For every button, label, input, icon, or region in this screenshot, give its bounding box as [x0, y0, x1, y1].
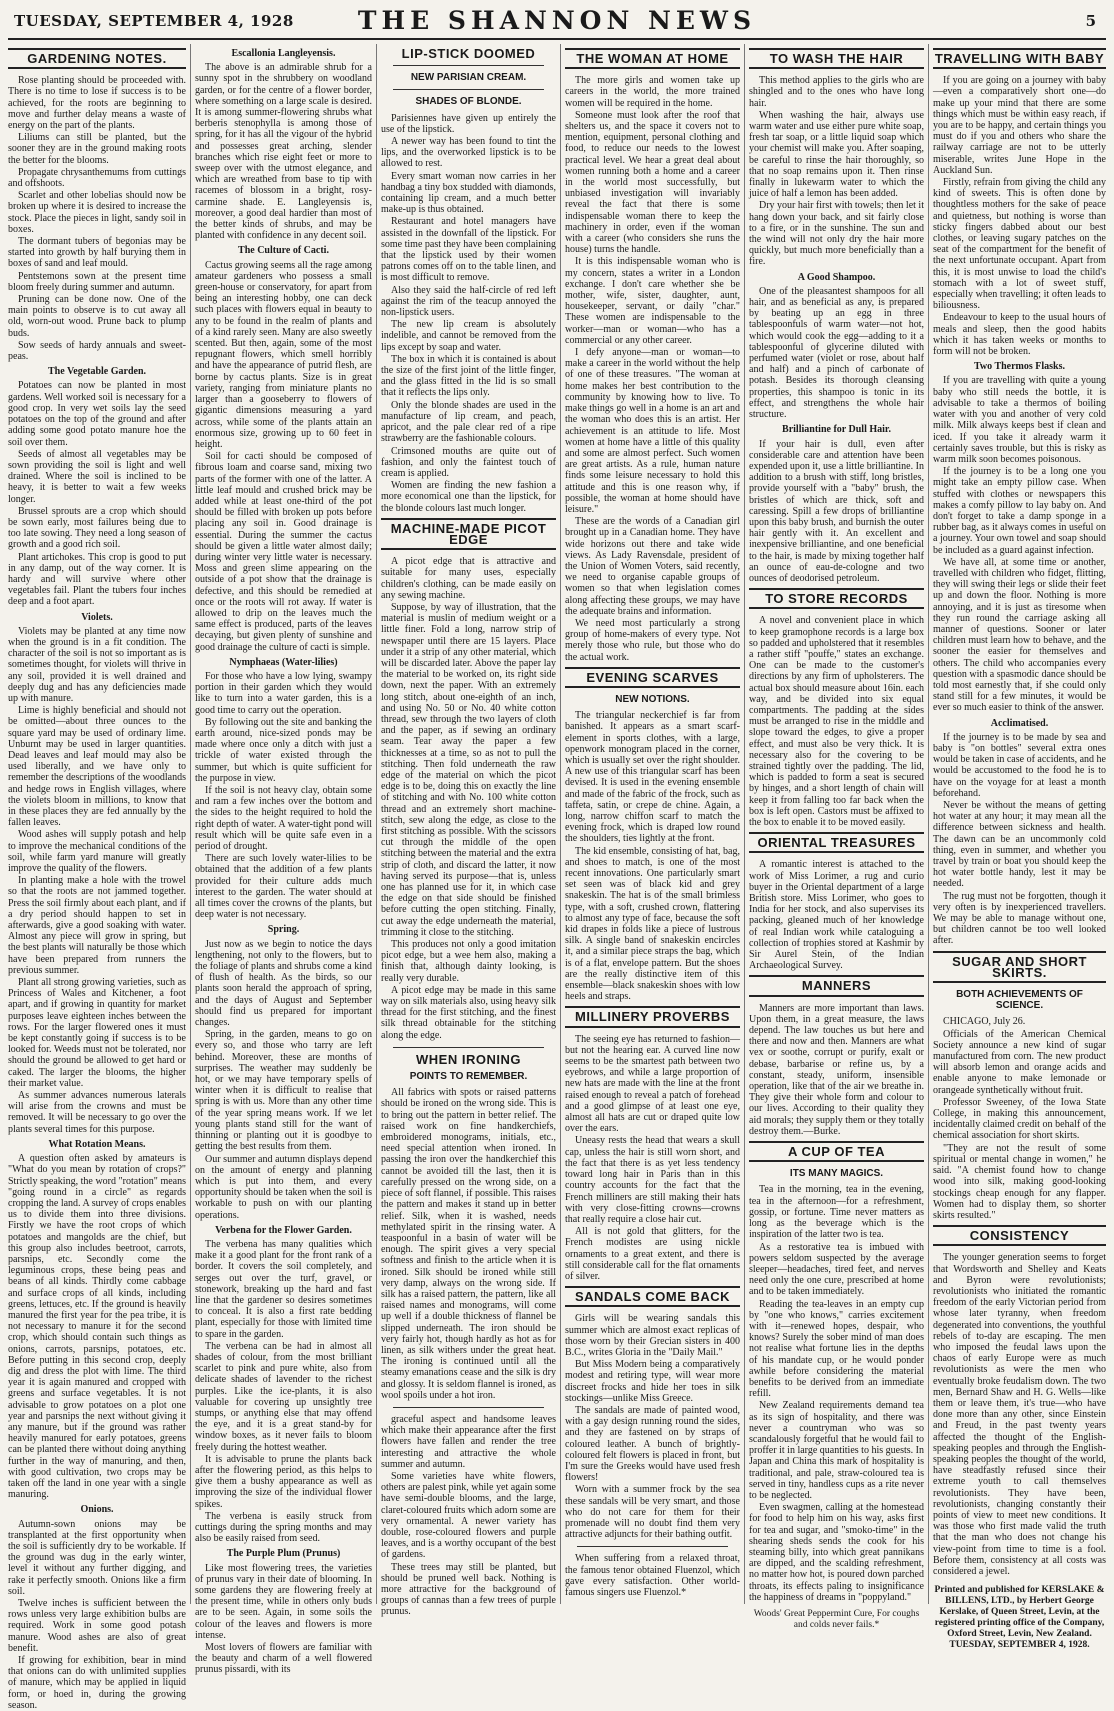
- subhead-vegetable-garden: The Vegetable Garden.: [47, 366, 147, 378]
- paragraph: Propagate chrysanthemums from cuttings and offshoots.: [8, 166, 186, 190]
- article-title-records: TO STORE RECORDS: [749, 588, 924, 609]
- article-title-manners: MANNERS: [749, 975, 924, 996]
- paragraph: The rug must not be forgotten, though it very often is by inexperienced travellers. We may be able to manage without one, but children cannot be too well looked after.: [933, 890, 1106, 947]
- paragraph: Worn with a summer frock by the sea these sandals will be very smart, and those who do not care for them for their promenade will no doubt find them very attractive adjuncts for their bathing outfit.: [565, 1484, 740, 1541]
- subhead-acclimatised: Acclimatised.: [990, 717, 1049, 729]
- paragraph: Just now as we begin to notice the days lengthening, not only to the flowers, but to the foliage of plants and shrubs come a kind of flush of health. As the birds, so our plants soon herald the approach of spring, and the days of August and September should find us prepared for important changes.: [195, 938, 372, 1029]
- paragraph: As summer advances numerous laterals will arise from the crowns and must be removed. It will be necessary to go over the plants several times for this purpose.: [8, 1090, 186, 1135]
- masthead: [8, 4, 1106, 40]
- divider: [393, 89, 544, 90]
- paragraph: If the journey is to be made by sea and baby is "on bottles" several extra ones would be taken in case of accidents, and he would be accustomed to the food he is to have on the voyage for at least a month beforehand.: [933, 731, 1106, 799]
- subhead-shampoo: A Good Shampoo.: [797, 271, 876, 283]
- paragraph: Autumn-sown onions may be transplanted at the first opportunity when the soil is sufficiently dry to be workable. If the ground was dug in the early winter, level it without any further digging, and rake it perfectly smooth. Onions like a firm soil.: [8, 1518, 186, 1597]
- paragraph: Also they said the half-circle of red left against the rim of the teacup annoyed the non-lipstick users.: [381, 284, 556, 319]
- paragraph: A novel and convenient place in which to keep gramophone records is a large box so padded and upholstered that it resembles a rather stiff "pouffe," states an exchange. One can be made to the customer's directions by any firm of upholsterers. The actual box should measure about 16in. each way, and be divided into six equal compartments. The padding at the sides must be arranged to rise in the middle and slope toward the edges, to give a proper effect, and must also be very thick. It is necessary also for the covering to be strained tightly over the padding. The lid, which is padded to form a seat is secured by hinges, and a short length of chain will keep it from falling too far back when the box is left open. Castors must be affixed to the box to enable it to be moved easily.: [749, 615, 924, 828]
- paragraph: The sandals are made of painted wood, with a gay design running round the sides, and they are fastened on by straps of coloured leather. A bunch of brightly-coloured felt flowers is placed in front, but I'm sure the Greeks would have used fresh flowers!: [565, 1404, 740, 1484]
- paragraph: Manners are more important than laws. Upon them, in a great measure, the laws depend. The law touches us but here and there and now and then. Manners are what vex or soothe, corrupt or purify, exalt or debase, barbarise or refine us, by a constant, steady, uniform, insensible operation, like that of the air we breathe in. They give their whole form and colour to our lives. According to their quality they aid morals; they supply them or they totally destroy them.—Burke.: [749, 1002, 924, 1137]
- paragraph: Potatoes can now be planted in most gardens. Well worked soil is necessary for a good crop. In very wet soils lay the seed potatoes on the top of the ground and after adding some good potato manure hoe the soil over them.: [8, 380, 186, 448]
- subhead-purple-plum: The Purple Plum (Prunus): [226, 1548, 341, 1560]
- page-number: 5: [1085, 12, 1096, 30]
- subhead-violets: Violets.: [81, 611, 113, 623]
- paragraph: The seeing eye has returned to fashion—but not the hearing ear. A curved line now seems to be the smartest path between two eyebrows, and while a large proportion of new hats are made with the line at the front raised enough to reveal a patch of forehead and a good glimpse of at least one eye, almost all hats are cut or draped quite low over the ears.: [565, 1033, 740, 1135]
- paragraph: The younger generation seems to forget that Wordsworth and Shelley and Keats and Byron were revolutionists; revolutionists who initiated the romantic freedom of the early Victorian period from whose later tyranny, when freedom degenerated into conventions, the youthful rebels of to-day are escaping. The men who imposed the feudal laws upon the chaos of early Europe were as much revolutionists as were the men who eventually broke feudalism down. The two men, Bernard Shaw and H. G. Wells—like them or leave them, it's true—who have done more than any other, since Einstein and Freud, in the past twenty years affected the thought of the English-speaking peoples and through the English-speaking peoples the thought of the world, have steadfastly refused since their extreme youth to call themselves revolutionists. They have been, revolutionists, changing constantly their points of view to meet new conditions. It was those who first made valid the truth that the man who does not change his view-point from time to time is a fool. Before them, consistency at all costs was considered a jewel.: [933, 1252, 1106, 1577]
- divider: [393, 65, 544, 66]
- article-title-picot: MACHINE-MADE PICOT EDGE: [381, 518, 556, 550]
- article-title-oriental: ORIENTAL TREASURES: [749, 832, 924, 853]
- dateline: CHICAGO, July 26.: [943, 1016, 1026, 1028]
- paragraph: This produces not only a good imitation picot edge, but a wee hem also, making a finish that, although dainty looking, is really very durable.: [381, 939, 556, 984]
- paragraph: If you are travelling with quite a young baby who still needs the bottle, it is advisable to take a thermos of boiling water with you and another of very cold milk. Milk always keeps best if clean and iced. If you take it already warm it certainly saves trouble, but this is risky as warm milk soon becomes poisonous.: [933, 375, 1106, 465]
- subtitle-points: POINTS TO REMEMBER.: [409, 1071, 528, 1083]
- column-travelling: [928, 44, 1110, 1651]
- subtitle-magics: ITS MANY MAGICS.: [789, 1168, 884, 1180]
- paragraph: Tea in the morning, tea in the evening, tea in the afternoon—for a refreshment, gossip, or fortune. Time never matters as long as the beverage which is the inspiration of the latter two is tea.: [749, 1184, 924, 1241]
- paragraph: A question often asked by amateurs is "What do you mean by rotation of crops?" Strictly speaking, the word "rotation" means "going round in a circle" as regards cropping the land. A survey of crops enables us to divide them into three divisions. Firstly we have the root crops of which potatoes and mangolds are the chief, but this group also includes beetroot, carrots, parsnips, etc. Secondly come the leguminous crops, these being peas and beans of all kinds. Thirdly come cabbage and surface crops of all kinds, including greens, lettuces, etc. If the ground is heavily manured the first year for the pea tribe, it is not necessary to manure it for the second crop, which should contain such things as onions, carrots, parsnips, potatoes, etc. Before putting in this second crop, deeply dig and dress the plot with lime. The third year it is again manured and cropped with greens and surface vegetables. It is not advisable to grow potatoes on a plot one year and parsnips the next without giving it any manure, but if the ground was rather heavily manured for early potatoes, greens can be planted there without doing anything further in the way of manuring, and then, with good cultivation, two crops may be taken off the land in one year with a single manuring.: [8, 1153, 186, 1501]
- paragraph: One of the pleasantest shampoos for all hair, and as beneficial as any, is prepared by beating up an egg in three tablespoonfuls of warm water—not hot, which would cook the egg—adding to it a tablespoonful of glycerine diluted with perfumed water (violet or rose, about half and half) and a pinch of carbonate of potash. Besides its thorough cleansing properties, this shampoo is tonic in its effect, and strengthens the whole hair structure.: [749, 285, 924, 421]
- paragraph: If the journey is to be a long one you might take an empty pillow case. When stuffed with clothes or newspapers this makes a comfy pillow to lay baby on. And don't forget to take a damp sponge in a rubber bag, as it always comes in useful on a journey. Your own towel and soap should be included as a guard against infection.: [933, 466, 1106, 556]
- paragraph: We need most particularly a strong group of home-makers of every type. Not merely those who rule, but those who do the actual work.: [565, 617, 740, 663]
- paragraph: A picot edge that is attractive and suitable for many uses, especially children's clothing, can be made easily on any sewing machine.: [381, 556, 556, 601]
- paragraph: The verbena can be had in almost all shades of colour, from the most brilliant scarlet to pink and pure white, also from delicate shades of lavender to the richest purples. Like the ice-plants, it is also valuable for covering up unsightly tree stumps, or anything else that may offend the eye, and it is a great stand-by for window boxes, as it never fails to bloom freely during the hottest weather.: [195, 1340, 372, 1453]
- paragraph: Dry your hair first with towels; then let it hang down your back, and sit fairly close to a fire, or in the sunshine. The sun and the wind will not only dry the hair more quickly, but much more beneficially than a fire.: [749, 200, 924, 268]
- article-title-lipstick: LIP-STICK DOOMED: [401, 46, 536, 61]
- paragraph: A picot edge may be made in this same way on silk materials also, using heavy silk thread for the first stitching, and the finest silk thread obtainable for the stitching along the edge.: [381, 984, 556, 1041]
- paragraph: These trees may still be planted, but should be pruned well back. Nothing is more attractive for the background of groups of cannas than a few trees of purple prunus.: [381, 1561, 556, 1618]
- subhead-thermos: Two Thermos Flasks.: [973, 361, 1066, 373]
- paragraph: Crimsoned mouths are quite out of fashion, and only the faintest touch of cream is applied.: [381, 445, 556, 479]
- paragraph: If you are going on a journey with baby—even a comparatively short one—do make up your mind that there are some things which must be within easy reach, if you are to be happy, and certain things you must do if you and others who share the railway carriage are not to be utterly miserable, writes June Hope in the Auckland Sun.: [933, 75, 1106, 176]
- paragraph: Brussel sprouts are a crop which should be sown early, most failures being due to too late sowing. They need a long season of growth and a good rich soil.: [8, 505, 186, 551]
- paragraph: Women are finding the new fashion a more economical one than the lipstick, for the blonde colours last much longer.: [381, 480, 556, 514]
- paragraph: These are the words of a Canadian girl brought up in a Canadian home. They have wide horizons out there and take wide views. As Lady Ravensdale, president of the Union of Women Voters, said recently, we need to organise capable groups of women so that when legislation comes along affecting these groups, we may have the adequate brains and information.: [565, 516, 740, 617]
- subhead-cacti: The Culture of Cacti.: [238, 245, 329, 257]
- article-title-consistency: CONSISTENCY: [933, 1225, 1106, 1246]
- paragraph: Cactus growing seems all the rage among amateur gardeners who possess a small green-house or conservatory, for apart from being an interesting hobby, one can deck such places with flowers equal in beauty to any to be found in the realm of plants and of a kind rarely seen. Many are also sweetly scented. But then, again, some of the most repugnant flowers, which smell horribly and have the appearance of putrid flesh, are borne by cactus plants. Size is in great variety, ranging from miniature plants no larger than a gooseberry to flowers of gigantic dimensions measuring a yard across, while some of the plants attain an enormous size, growing up to 60 feet in height.: [195, 259, 372, 450]
- article-title-wash-hair: TO WASH THE HAIR: [749, 48, 924, 69]
- paragraph: New Zealand requirements demand tea as its sign of hospitality, and there was never a countryman who was so scandalously forgetful that he would fail to proffer it in large quantities to his guests. In Japan and China this mark of hospitality is traditional, and pale, straw-coloured tea is served in tiny, handless cups as a rite never to be neglected.: [749, 1400, 924, 1501]
- column-woman-at-home: [560, 44, 744, 1604]
- peppermint-cure-advert: Woods' Great Peppermint Cure, For coughs and colds never fails.*: [753, 1609, 920, 1630]
- fluenzol-advert: When suffering from a relaxed throat, the famous tenor obtained Fluenzol, which gave every satisfaction. Other world-famous singers use Fluenzol.*: [565, 1553, 740, 1598]
- paragraph: The above is an admirable shrub for a sunny spot in the shrubbery on woodland garden, or for the centre of a flower border, where something on a large scale is desired. It is among summer-flowering shrubs what berberis stenophylla is among those of spring, for it has all the vigour of the hybrid and possesses great arching, slender branches which rise eight feet or more to sweep over with the utmost elegance, and which are wreathed from base to tip with racemes of blossom in a bright, rosy-carmine shade. E. Langleyensis is, moreover, a good deal hardier than most of the better kinds of shrubs, and may be planted with confidence in any decent soil.: [195, 62, 372, 242]
- paragraph: Firstly, refrain from giving the child any kind of sweets. This is often done by thoughtless mothers for the sake of peace and quietness, but nothing is worse than sticky fingers dabbed about our best clothes, or leaving sugary patches on the seat of the compartment for the benefit of the next unfortunate occupant. Apart from this, it is most unwise to load the child's stomach with a lot of sweet stuff, especially when travelling; it often leads to biliousness.: [933, 177, 1106, 312]
- paragraph: Lime is highly beneficial and should not be omitted—about three ounces to the square yard may be used of ordinary lime. Unburnt may be used in larger quantities. Dead leaves and leaf mould may also be used liberally, and we have only to remember the descriptions of the woodlands and hedge rows in English villages, where the violets bloom in millions, to know that in these places they are fed annually by the fallen leaves.: [8, 705, 186, 829]
- article-title-tea: A CUP OF TEA: [749, 1141, 924, 1162]
- paragraph: The kid ensemble, consisting of hat, bag, and shoes to match, is one of the most recent innovations. One particularly smart set seen was of black kid and grey snakeskin. The hat is of the small brimless type, with a soft, crushed crown, flattering to almost any type of face, because the soft kid drapes in folds like a piece of lustrous silk. A single band of snakeskin encircles it, and a similar piece straps the bag, which is of a flat, envelope pattern. But the shoes are the really distinctive item of this ensemble—black snakeskin shoes with low heels and straps.: [565, 845, 740, 1003]
- paragraph: Plant artichokes. This crop is good to put in any damp, out of the way corner. It is hardy and will survive where other vegetables fail. Plant the tubers four inches deep and a foot apart.: [8, 551, 186, 608]
- divider: [577, 1546, 728, 1547]
- subhead-onions: Onions.: [80, 1504, 114, 1516]
- paragraph: Restaurant and hotel managers have assisted in the downfall of the lipstick. For some time past they have been complaining that the lipstick used by their women patrons comes off on to the table linen, and is most difficult to remove.: [381, 216, 556, 284]
- subtitle-new-notions: NEW NOTIONS.: [615, 693, 690, 705]
- paragraph: A romantic interest is attached to the work of Miss Lorimer, a rug and curio buyer in the Oriental department of a large British store. Miss Lorimer, who goes to India for her stock, and also supervises its packing, gleaned much of her knowledge of real Indian work while cataloguing a collection of trophies stored at Kashmir by Sir Aurel Stein, of the Indian Archaeological Survey.: [749, 859, 924, 972]
- paragraph: By following out the site and banking the earth around, nice-sized ponds may be made where once only a ditch with just a trickle of water existed through the summer, but which is quite sufficient for the purpose in view.: [195, 716, 372, 784]
- gardening-intro: [8, 75, 186, 362]
- paragraph: When washing the hair, always use warm water and use either pure white soap, fresh tar soap, or a little liquid soap which your chemist will make you. After soaping, be careful to rinse the hair thoroughly, so that no soap remains upon it. Then rinse finally in lukewarm water to which the juice of half a lemon has been added.: [749, 109, 924, 200]
- paragraph: Officials of the American Chemical Society announce a new kind of sugar manufactured from corn. The new product will absorb lemon and orange acids and enable anyone to make lemonade or orangeade synthetically without fruit.: [933, 1028, 1106, 1096]
- article-title-travelling: TRAVELLING WITH BABY: [933, 48, 1106, 69]
- paragraph: Endeavour to keep to the usual hours of meals and sleep, then the good habits which it has taken weeks or months to form will not be broken.: [933, 312, 1106, 358]
- subtitle-parisian-cream: NEW PARISIAN CREAM.: [410, 72, 527, 84]
- paragraph: We have all, at some time or another, travelled with children who fidget, flitting, they will swing their legs or slide their feet up and down the floor. Nothing is more annoying, and it is just as tiresome when they run round the carriage asking all manner of questions. Sooner or later children must learn how to behave, and the sooner the easier for themselves and others. The child who accompanies every question with a spasmodic dance should be told most earnestly that, if she could only stand still for a few minutes, it would be ever so much easier to think of the answer.: [933, 556, 1106, 714]
- article-title-ironing: WHEN IRONING: [416, 1051, 521, 1067]
- paragraph: Scarlet and other lobelias should now be broken up where it is desired to increase the stock. Place the pieces in light, sandy soil in boxes.: [8, 190, 186, 235]
- article-title-sugar-skirts: SUGAR AND SHORT SKIRTS.: [933, 951, 1106, 983]
- paragraph: Seeds of almost all vegetables may be sown providing the soil is light and well drained. Where the soil is inclined to be heavy, it is better to wait a few weeks longer.: [8, 448, 186, 505]
- paragraph: Sow seeds of hardy annuals and sweet-peas.: [8, 339, 186, 363]
- paragraph: Twelve inches is sufficient between the rows unless very large exhibition bulbs are required. Work in some good potash manure. Wood ashes are also of great benefit.: [8, 1598, 186, 1654]
- paragraph: If your hair is dull, even after considerable care and attention have been expended upon it, use a little brilliantine. In addition to a brush with stiff, long bristles, provide yourself with a "baby" brush, the bristles of which are thick, soft and caressing. Spill a few drops of brilliantine upon this baby brush, and burnish the outer hair gently with it. An excellent and inexpensive brilliantine, and one beneficial to the hair, is made by mixing together half an ounce of eau-de-cologne and two ounces of deodorised petroleum.: [749, 438, 924, 584]
- paragraph: Liliums can still be planted, but the sooner they are in the ground making roots the better for the blooms.: [8, 132, 186, 166]
- paragraph: In planting make a hole with the trowel so that the roots are not jammed together. Press the soil firmly about each plant, and if a dry period should happen to set in afterwards, give a good soaking with water. Almost any piece will grow in spring, but the best plants will naturally be those which have been prepared from runners the previous summer.: [8, 875, 186, 976]
- subhead-verbena: Verbena for the Flower Garden.: [215, 1224, 352, 1236]
- paragraph: Reading the tea-leaves in an empty cup by "one who knows," carries excitement with it—renewed hopes, despair, who knows? Surely the sober mind of man does not realise what fortune lies in the depths of his mandate cup, or he would ponder awhile before considering the material benefits to be derived from an immediate refill.: [749, 1298, 924, 1400]
- paragraph: Most lovers of flowers are familiar with the beauty and charm of a well flowered prunus pissardi, with its: [195, 1642, 372, 1676]
- paragraph: All fabrics with spots or raised patterns should be ironed on the wrong side. This is to bring out the pattern in better relief. The raised work on fine handkerchiefs, embroidered monograms, initials, etc., need special attention when ironed. In passing the iron over the handkerchief this cannot be avoided till the last, then it is carefully pressed on the wrong side, on a piece of soft flannel, if possible. This raises the pattern and makes it stand up in better relief. Silk, when it is washed, needs methylated spirit in the rinsing water. A teaspoonful in a basin of water will be enough. The spirit gives a very special softness and finish to the article when it is ironed. Silk should be ironed while still very damp, always on the wrong side. If silk has a raised pattern, the pattern, like all raised names and monograms, will come up well if a double thickness of flannel be slipped underneath. The iron should be very fairly hot, though hardly as hot as for linen, as silk withers under the great heat. The ironing is continued until all the steamy emanations cease and the silk is dry and glossy. It is seldom flannel is ironed, as wool spoils under a hot iron.: [381, 1087, 556, 1401]
- paragraph: Some varieties have white flowers, others are palest pink, while yet again some have semi-double blooms, and the large, claret-coloured fruits which adorn some are very ornamental. A newer variety has double, rose-coloured flowers and purple leaves, and is a worthy occupant of the best of gardens.: [381, 1470, 556, 1561]
- paragraph: For those who have a low lying, swampy portion in their garden which they would like to turn into a water garden, this is a good time to carry out the operation.: [195, 670, 372, 716]
- paragraph: Uneasy rests the head that wears a skull cap, unless the hair is still worn short, and the fact that there is as yet less tendency toward long hair in Paris than in this country accounts for the fact that the French milliners are still making their hats with very close-fitting crowns—crowns that really require a close hair cut.: [565, 1135, 740, 1225]
- paragraph: graceful aspect and handsome leaves which make their appearance after the first flowers have fallen and render the tree interesting and attractive the whole summer and autumn.: [381, 1413, 556, 1470]
- subhead-nymphaeas: Nymphaeas (Water-lilies): [229, 656, 338, 668]
- issue-date: TUESDAY, SEPTEMBER 4, 1928: [14, 12, 294, 30]
- paragraph: There are such lovely water-lilies to be obtained that the addition of a few plants provided for their culture adds much interest to the garden. The water should at all times cover the crowns of the plants, but deep water is not necessary.: [195, 853, 372, 921]
- paragraph: Pruning can be done now. One of the main points to observe is to cut away all old, worn-out wood. Prune back to plump buds.: [8, 294, 186, 339]
- divider: [393, 1047, 544, 1048]
- paragraph: Rose planting should be proceeded with. There is no time to lose if success is to be achieved, for the roots are beginning to move and further delay means a waste of energy on the part of the plants.: [8, 75, 186, 132]
- subhead-escallonia: Escallonia Langleyensis.: [231, 48, 336, 59]
- article-title-woman-at-home: THE WOMAN AT HOME: [565, 48, 740, 69]
- paragraph: If growing for exhibition, bear in mind that onions can do with unlimited supplies of manure, which may be applied in liquid form, or hoed in, during the growing season.: [8, 1655, 186, 1711]
- article-title-evening-scarves: EVENING SCARVES: [565, 667, 740, 688]
- paragraph: Like most flowering trees, the varieties of prunus vary in their date of blooming. In some gardens they are flowering freely at the present time, while in others only buds are to be seen. Again, in some soils the colour of the leaves and flowers is more intense.: [195, 1562, 372, 1641]
- newspaper-title: THE SHANNON NEWS: [357, 6, 757, 35]
- paragraph: It is advisable to prune the plants back after the flowering period, as this helps to give them a bushy appearance as well as improving the size of the individual flower spikes.: [195, 1453, 372, 1510]
- paragraph: The triangular neckerchief is far from banished. It appears as a smart scarf-element in sports clothes, with a large, openwork monogram placed in the corner, which is usually set over the right shoulder. A new use of this triangular scarf has been devised. It is used in the evening ensemble and made of the fabric of the frock, such as taffeta, satin, or crepe de chine. Again, a long, narrow chiffon scarf to match the evening frock, which is draped low round the shoulders, ties lightly at the front.: [565, 710, 740, 845]
- paragraph: Even swagmen, calling at the homestead for food to help him on his way, asks first for tea and sugar, and "smoko-time" in the shearing sheds sends the cook for his steaming billy, into which great pannikans are dipped, and the scalding refreshment, no matter how hot, is poured down parched throats, its effects paling to insignificance the happiness of dreams in "poppyland.": [749, 1502, 924, 1603]
- article-title-millinery: MILLINERY PROVERBS: [565, 1006, 740, 1027]
- paragraph: I defy anyone—man or woman—to make a career in the world without the help of one of these treasures. "The woman at home makes her best contribution to the community by knowing how to live. To make things go well in a home is an art and the woman who does this is an artist. Her achievement is an attitude to life. Most women at home have a little of this quality and some are almost perfect. Such women are great artists. As a rule, human nature finds some leisure necessary to hold this attitude and this is one reason why, if possible, the woman at home should have leisure.": [565, 347, 740, 515]
- subhead-spring: Spring.: [267, 924, 300, 936]
- column-gardening: [4, 44, 190, 1711]
- paragraph: The verbena is easily struck from cuttings during the spring months and may also be easily raised from seed.: [195, 1510, 372, 1545]
- paragraph: The verbena has many qualities which make it a good plant for the front rank of a border. It covers the soil completely, and serges out over the turf, gravel, or stonework, breaking up the hard and fast line that the gardener so desires sometimes to conceal. It is also a first rate bedding plant, especially for those with limited time to spare in the garden.: [195, 1238, 372, 1340]
- article-title-gardening: GARDENING NOTES.: [8, 48, 186, 69]
- column-hair: [744, 44, 928, 1630]
- paragraph: Soil for cacti should be composed of fibrous loam and coarse sand, mixing two parts of the former with one of the latter. A little leaf mould and crushed brick may be added while at least one-third of the pot should be filled with broken up pots before placing any soil in. Good drainage is essential. During the summer the cactus should be given a little water almost daily; during winter very little water is necessary. Moss and green slime appearing on the outside of a pot show that the drainage is defective, and this should be remedied at once or the roots will rot away. If water is allowed to drip on the leaves much the same effect is produced, parts of the leaves decaying, but given plenty of sunshine and good drainage the culture of cacti is simple.: [195, 451, 372, 653]
- paragraph: Violets may be planted at any time now when the ground is in a fit condition. The character of the soil is not so important as is sometimes thought, for violets will thrive in any soil, provided it is well drained and deeply dug and has any deficiencies made up with manure.: [8, 625, 186, 704]
- subtitle-science: BOTH ACHIEVEMENTS OF SCIENCE.: [956, 989, 1083, 1012]
- paragraph: The box in which it is contained is about the size of the first joint of the little finger, and the glass fitted in the lid is so small that it reflects the lips only.: [381, 353, 556, 399]
- paragraph: If the soil is not heavy clay, obtain some and ram a few inches over the bottom and the sides to the height required to hold the right depth of water. A water-tight pond will result which will be quite safe even in a period of drought.: [195, 785, 372, 853]
- subtitle-shades: SHADES OF BLONDE.: [415, 96, 522, 108]
- paragraph: As a restorative tea is imbued with powers seldom suspected by the average sleeper—headaches, tired feet, and nerves need only the one cure, prescribed at home and to be taken immediately.: [749, 1241, 924, 1298]
- paragraph: But Miss Modern being a comparatively modest and retiring type, will wear more discreet frocks and hide her toes in silk stockings—unlike Miss Greece.: [565, 1359, 740, 1404]
- paragraph: Girls will be wearing sandals this summer which are almost exact replicas of those worn by their Grecian sisters in 400 B.C., writes Gloria in the "Daily Mail.": [565, 1313, 740, 1358]
- divider: [393, 1407, 544, 1408]
- column-gardening-continued: [190, 44, 376, 1676]
- paragraph: All is not gold that glitters, for the French modistes are using nickle ornaments to a great extent, and there is still considerable call for the flat ornaments of silver.: [565, 1226, 740, 1282]
- paragraph: Professor Sweeney, of the Iowa State College, in making this announcement, incidentally claimed credit on behalf of the chemical association for short skirts.: [933, 1096, 1106, 1142]
- paragraph: This method applies to the girls who are shingled and to the ones who have long hair.: [749, 75, 924, 109]
- paragraph: Parisiennes have given up entirely the use of the lipstick.: [381, 112, 556, 135]
- paragraph: Never be without the means of getting hot water at any hour; it may mean all the difference between sickness and health. The dawn can be an uncommonly cold thing, even in summer, and whether you travel by train or boat you should keep the hot water bottle handy, lest it may be needed.: [933, 800, 1106, 890]
- paragraph: Only the blonde shades are used in the manufacture of lip cream, and peach, apricot, and the pale clear red of a ripe strawberry are the fashionable colours.: [381, 399, 556, 445]
- paragraph: Someone must look after the roof that shelters us, and the space it covers not to mention, equipment, personal clothing and food, to reduce our needs to the lowest practical level. We hear a great deal about women running both a home and a career in the world most successfully, but unbiased investigation will invariably reveal the fact that there is some indispensable woman there to keep the machinery in order, even if the woman with a career (who considers she runs the house) turns the handle.: [565, 109, 740, 256]
- paragraph: Our summer and autumn displays depend on the amount of energy and planning which is put into them, and every opportunity should be taken when the soil is workable to push on with our planting operations.: [195, 1153, 372, 1221]
- paragraph: The more girls and women take up careers in the world, the more trained women will be required in the home.: [565, 75, 740, 109]
- paragraph: Plant all strong growing varieties, such as Princess of Wales and Kitchener, a foot apart, and if growing in quantity for market purposes leave eighteen inches between the rows. For the larger flowered ones it must be kept constantly going if success is to be looked for. Weeds must not be tolerated, nor should the ground be allowed to get hard or caked. The larger the blooms, the higher their market value.: [8, 977, 186, 1089]
- paragraph: Spring, in the garden, means to go on every so, and those who tarry are left behind. Moreover, these are months of surprises. The weather may suddenly be hot, or we may have temporary spells of winter when it is difficult to realise that spring is with us. More than any other time of the year spring means work. If we let young plants stand still for the want of thinning or planting out it is goodbye to getting the best results from them.: [195, 1029, 372, 1153]
- paragraph: A newer way has been found to tint the lips, and the overworked lipstick is to be allowed to rest.: [381, 136, 556, 170]
- subhead-brilliantine: Brilliantine for Dull Hair.: [782, 424, 891, 436]
- paragraph: It is this indispensable woman who is my concern, states a writer in a London exchange. I don't care whether she be mother, wife, sister, daughter, aunt, housekeeper, servant, or daily "char." These women are indispensable to the worker—man or woman—who has a commercial or any other career.: [565, 256, 740, 346]
- paragraph: Wood ashes will supply potash and help to improve the mechanical conditions of the soil, while farm yard manure will greatly improve the quality of the flowers.: [8, 829, 186, 875]
- paragraph: The dormant tubers of begonias may be started into growth by half burying them in boxes of sand and leaf mould.: [8, 236, 186, 270]
- column-lipstick: [376, 44, 560, 1618]
- paragraph: Suppose, by way of illustration, that the material is muslin of medium weight or a little finer. Fold a long, narrow strip of newspaper until there are 15 layers. Place under it a strip of any other material, which will be discarded later. Above the paper lay the material to be worked on, its right side down, next the paper. With an extremely long stitch, about one-eighth of an inch, and using No. 50 or No. 40 white cotton thread, sew through the two layers of cloth and the paper, as if sewing an ordinary seam. Tear away the paper a few thicknesses at a time, so as not to pull the stitching. Then fold underneath the raw edge of the material on which the picot edge is to be, doing this on exactly the line of stitching and with No. 100 white cotton thread and an extremely short machine-stitch, sew along the edge, as close to the first stitching as possible. With the scissors cut through the middle of the open stitching between the material and the extra strip of cloth, and discard the latter, it now having served its purpose—that is, unless one has planned use for it, in which case the edge on that side should be finished before cutting the open stitching. Finally, cut away the edge underneath the material, trimming it close to the stitching.: [381, 601, 556, 938]
- paragraph: Every smart woman now carries in her handbag a tiny box studded with diamonds, containing lip cream, and a much better make-up is thus obtained.: [381, 170, 556, 216]
- paragraph: Pentstemons sown at the present time bloom freely during summer and autumn.: [8, 270, 186, 293]
- subhead-rotation: What Rotation Means.: [48, 1138, 146, 1150]
- paragraph: "They are not the result of some spiritual or mental change in women," he said. "A chemist found how to change wood into silk, making good-looking stockings cheap enough for any flapper. Women had to display them, so shorter skirts resulted.": [933, 1142, 1106, 1221]
- paragraph: The new lip cream is absolutely indelible, and cannot be removed from the lips except by soap and water.: [381, 319, 556, 353]
- printer-imprint: Printed and published for KERSLAKE & BILLENS, LTD., by Herbert George Kerslake, of Queen Street, Levin, at the registered printing office of the Company, Oxford Street, Levin, New Zealand. TUESDAY, SEPTEMBER 4, 1928.: [934, 1585, 1105, 1651]
- article-title-sandals: SANDALS COME BACK: [565, 1286, 740, 1307]
